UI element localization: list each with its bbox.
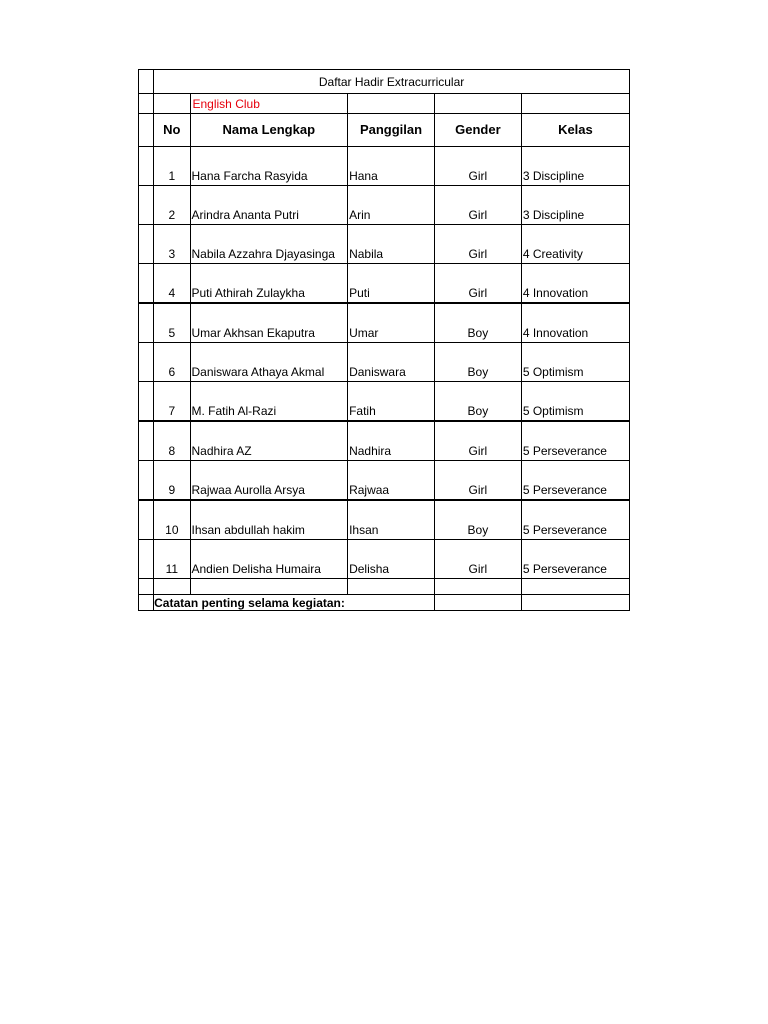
student-nickname: Arin [348,186,435,225]
margin-cell [139,225,154,264]
header-gender: Gender [434,114,521,147]
student-nickname: Nabila [348,225,435,264]
student-class: 5 Optimism [521,343,629,382]
student-nickname: Delisha [348,540,435,579]
student-full-name: Daniswara Athaya Akmal [190,343,348,382]
empty-cell [521,595,629,611]
row-number: 2 [154,186,190,225]
table-row [139,461,630,501]
empty-cell [434,579,521,595]
student-class: 4 Innovation [521,303,629,343]
student-gender: Girl [434,461,521,501]
table-row [139,147,630,186]
empty-cell [434,94,521,114]
table-row [139,421,630,461]
margin-cell [139,94,154,114]
margin-cell [139,595,154,611]
margin-cell [139,500,154,540]
student-class: 5 Perseverance [521,461,629,501]
header-kelas: Kelas [521,114,629,147]
student-full-name: Nadhira AZ [190,421,348,461]
header-no: No [154,114,190,147]
student-full-name: Hana Farcha Rasyida [190,147,348,186]
student-gender: Girl [434,421,521,461]
student-class: 5 Optimism [521,382,629,422]
table-row [139,540,630,579]
margin-cell [139,382,154,422]
student-gender: Girl [434,264,521,304]
margin-cell [139,186,154,225]
student-full-name: Rajwaa Aurolla Arsya [190,461,348,501]
row-number: 8 [154,421,190,461]
club-name: English Club [190,94,348,114]
student-gender: Girl [434,225,521,264]
margin-cell [139,421,154,461]
club-row [139,94,630,114]
margin-cell [139,343,154,382]
student-class: 4 Creativity [521,225,629,264]
student-gender: Boy [434,382,521,422]
student-gender: Boy [434,500,521,540]
attendance-table [138,69,630,611]
student-class: 5 Perseverance [521,421,629,461]
header-panggilan: Panggilan [348,114,435,147]
sheet-title: Daftar Hadir Extracurricular [154,70,630,94]
student-nickname: Fatih [348,382,435,422]
row-number: 10 [154,500,190,540]
student-nickname: Nadhira [348,421,435,461]
table-row [139,186,630,225]
student-nickname: Puti [348,264,435,304]
student-nickname: Rajwaa [348,461,435,501]
table-row [139,225,630,264]
student-gender: Girl [434,540,521,579]
student-full-name: Arindra Ananta Putri [190,186,348,225]
row-number: 3 [154,225,190,264]
row-number: 1 [154,147,190,186]
student-class: 3 Discipline [521,186,629,225]
row-number: 6 [154,343,190,382]
notes-row [139,595,630,611]
empty-cell [154,579,190,595]
margin-cell [139,303,154,343]
empty-cell [190,579,348,595]
header-nama-lengkap: Nama Lengkap [190,114,348,147]
student-class: 3 Discipline [521,147,629,186]
margin-cell [139,70,154,94]
margin-cell [139,264,154,304]
margin-cell [139,461,154,501]
margin-cell [139,579,154,595]
student-nickname: Hana [348,147,435,186]
student-class: 4 Innovation [521,264,629,304]
student-rows [139,147,630,579]
empty-cell [154,94,190,114]
student-nickname: Ihsan [348,500,435,540]
row-number: 11 [154,540,190,579]
empty-cell [521,579,629,595]
student-full-name: M. Fatih Al-Razi [190,382,348,422]
student-full-name: Umar Akhsan Ekaputra [190,303,348,343]
student-nickname: Daniswara [348,343,435,382]
margin-cell [139,540,154,579]
student-full-name: Ihsan abdullah hakim [190,500,348,540]
empty-cell [521,94,629,114]
table-row [139,500,630,540]
student-class: 5 Perseverance [521,540,629,579]
table-row [139,303,630,343]
student-gender: Girl [434,147,521,186]
student-full-name: Puti Athirah Zulaykha [190,264,348,304]
header-row [139,114,630,147]
student-nickname: Umar [348,303,435,343]
student-gender: Boy [434,303,521,343]
student-gender: Girl [434,186,521,225]
margin-cell [139,114,154,147]
student-full-name: Nabila Azzahra Djayasinga [190,225,348,264]
empty-cell [348,94,435,114]
student-full-name: Andien Delisha Humaira [190,540,348,579]
row-number: 7 [154,382,190,422]
table-row [139,382,630,422]
margin-cell [139,147,154,186]
student-class: 5 Perseverance [521,500,629,540]
row-number: 5 [154,303,190,343]
row-number: 9 [154,461,190,501]
notes-label: Catatan penting selama kegiatan: [154,595,435,611]
student-gender: Boy [434,343,521,382]
table-row [139,264,630,304]
title-row [139,70,630,94]
row-number: 4 [154,264,190,304]
blank-row [139,579,630,595]
empty-cell [348,579,435,595]
table-row [139,343,630,382]
empty-cell [434,595,521,611]
